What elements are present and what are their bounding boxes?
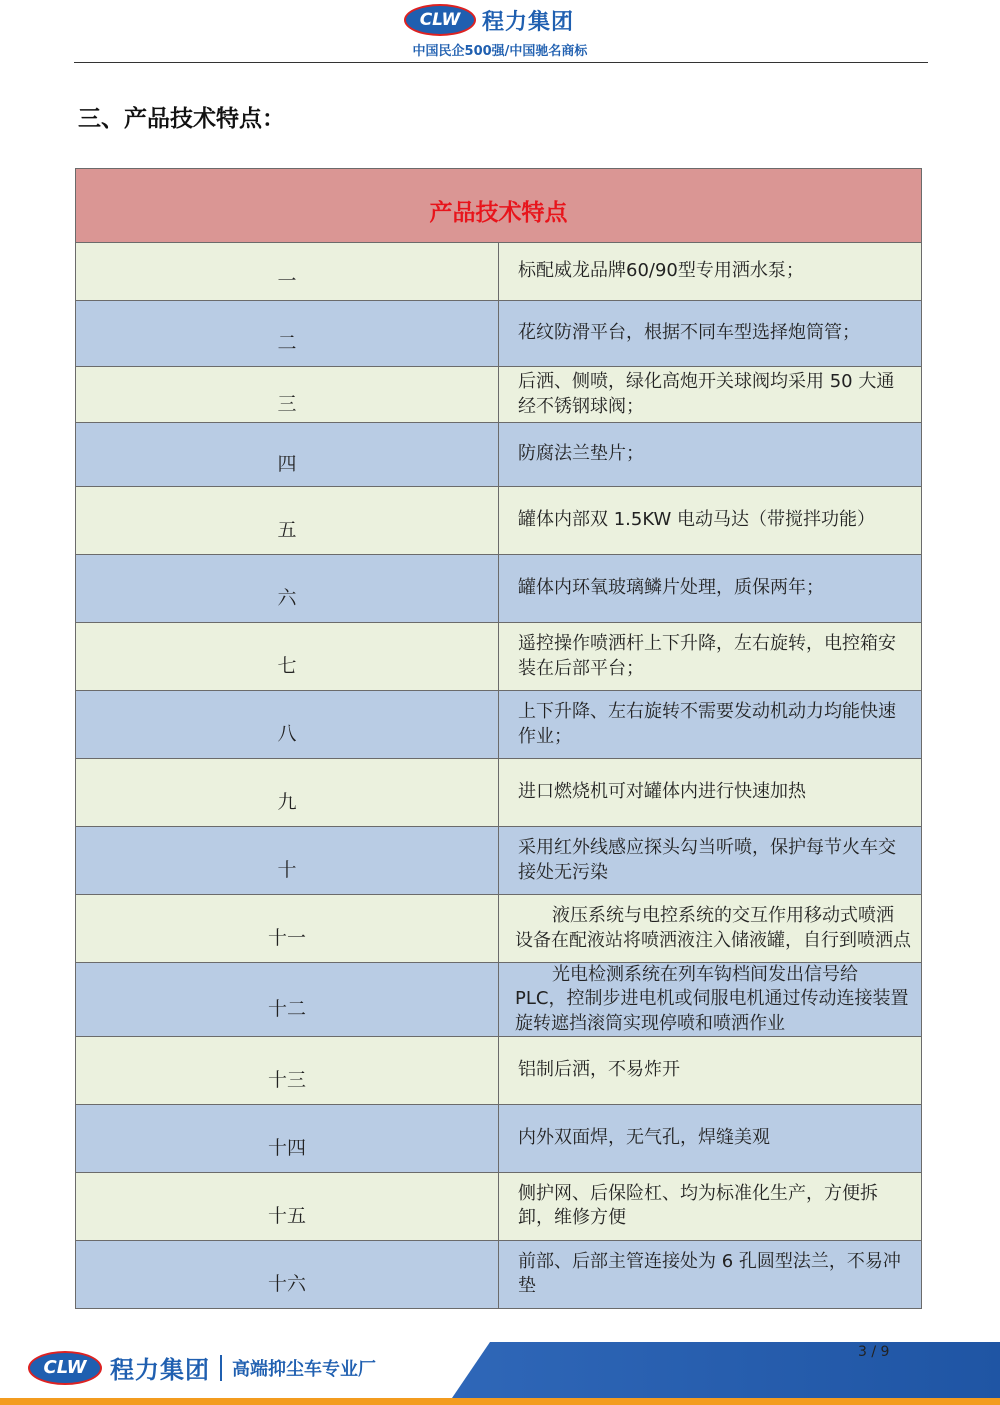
table-row [76, 1240, 922, 1308]
table-row [76, 555, 922, 623]
table-row [76, 423, 922, 487]
row-text: 液压系统与电控系统的交互作用移动式喷洒设备在配液站将喷洒液注入储液罐，自行到喷洒点 [499, 895, 922, 963]
section-title: 三、产品技术特点： [78, 106, 285, 132]
table-row [76, 963, 922, 1037]
table-heading: 产品技术特点 [76, 169, 922, 243]
row-text: 铝制后洒，不易炸开 [499, 1036, 922, 1104]
row-number: 四 [76, 423, 499, 487]
row-number: 一 [76, 243, 499, 301]
row-number: 十四 [76, 1104, 499, 1172]
row-text: 光电检测系统在列车钩档间发出信号给 PLC，控制步进电机或伺服电机通过传动连接装置旋转遮挡滚筒实现停喷和喷洒作业 [499, 963, 922, 1037]
row-text: 进口燃烧机可对罐体内进行快速加热 [499, 759, 922, 827]
page-footer [0, 1330, 1000, 1405]
row-text: 侧护网、后保险杠、均为标准化生产，方便拆卸，维修方便 [499, 1172, 922, 1240]
row-number: 十一 [76, 895, 499, 963]
table-row [76, 487, 922, 555]
table-row [76, 1104, 922, 1172]
table-row [76, 827, 922, 895]
table-row [76, 301, 922, 367]
table-row [76, 367, 922, 423]
row-text: 罐体内环氧玻璃鳞片处理，质保两年； [499, 555, 922, 623]
footer-slogan: 高端抑尘车专业厂 [232, 1358, 376, 1380]
row-text: 遥控操作喷洒杆上下升降，左右旋转，电控箱安装在后部平台； [499, 623, 922, 691]
row-text: 后洒、侧喷，绿化高炮开关球阀均采用 50 大通经不锈钢球阀； [499, 367, 922, 423]
table-row [76, 243, 922, 301]
row-text: 标配威龙品牌60/90型专用洒水泵； [499, 243, 922, 301]
row-text: 花纹防滑平台，根据不同车型选择炮筒管； [499, 301, 922, 367]
brand-name: 程力集团 [110, 1356, 210, 1384]
company-logo [404, 4, 574, 36]
row-text: 防腐法兰垫片； [499, 423, 922, 487]
row-number: 十二 [76, 963, 499, 1037]
clw-logo-badge: CLW [404, 4, 476, 36]
brand-name: 程力集团 [482, 9, 575, 35]
row-number: 二 [76, 301, 499, 367]
page-number: 3 / 9 [858, 1344, 890, 1360]
row-number: 十六 [76, 1240, 499, 1308]
clw-logo-badge: CLW [28, 1351, 102, 1385]
row-text: 罐体内部双 1.5KW 电动马达（带搅拌功能） [499, 487, 922, 555]
row-text: 内外双面焊，无气孔，焊缝美观 [499, 1104, 922, 1172]
row-number: 十三 [76, 1036, 499, 1104]
row-number: 七 [76, 623, 499, 691]
row-number: 八 [76, 691, 499, 759]
row-number: 十五 [76, 1172, 499, 1240]
row-number: 十 [76, 827, 499, 895]
row-text: 前部、后部主管连接处为 6 孔圆型法兰，不易冲垫 [499, 1240, 922, 1308]
page-header [0, 0, 1000, 64]
table-row [76, 1036, 922, 1104]
table-row [76, 1172, 922, 1240]
footer-logo [28, 1350, 376, 1385]
table-row [76, 895, 922, 963]
header-tagline: 中国民企500强/中国驰名商标 [412, 44, 588, 59]
row-text: 采用红外线感应探头勾当听喷，保护每节火车交接处无污染 [499, 827, 922, 895]
table-row [76, 691, 922, 759]
row-number: 五 [76, 487, 499, 555]
header-divider [74, 62, 928, 63]
footer-separator [220, 1355, 222, 1381]
row-number: 三 [76, 367, 499, 423]
row-number: 六 [76, 555, 499, 623]
footer-blue-band [452, 1342, 1000, 1398]
row-number: 九 [76, 759, 499, 827]
footer-orange-stripe [0, 1398, 1000, 1405]
row-text: 上下升降、左右旋转不需要发动机动力均能快速作业； [499, 691, 922, 759]
feature-table [75, 168, 922, 1309]
table-row [76, 759, 922, 827]
table-row [76, 623, 922, 691]
